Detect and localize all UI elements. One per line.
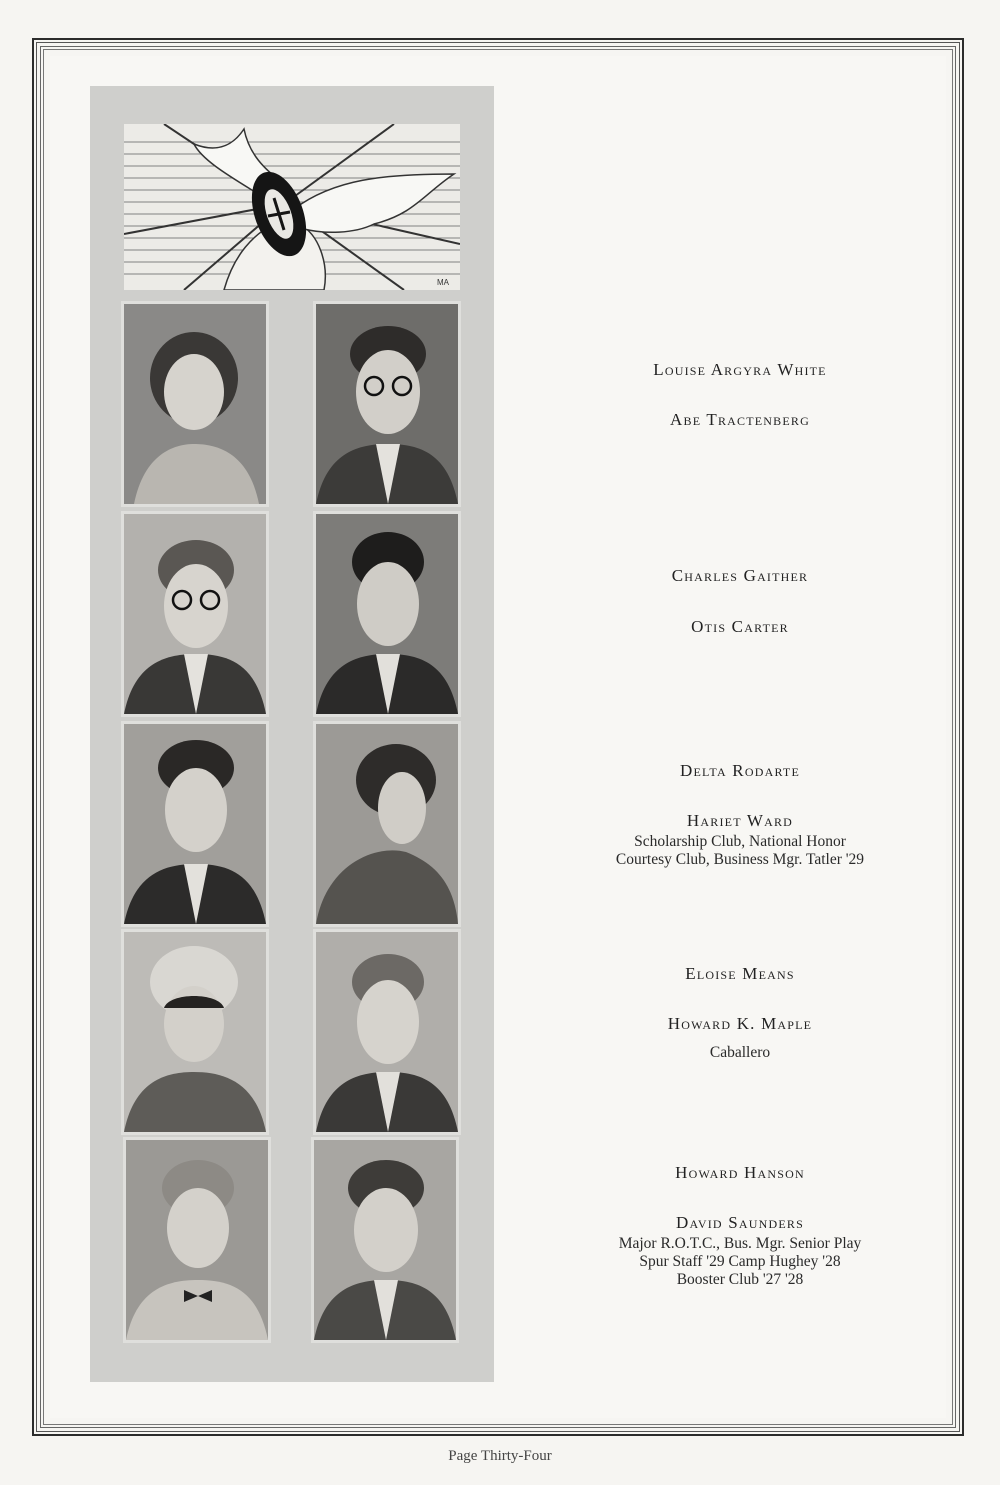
- winged-wheel-icon: [124, 124, 460, 290]
- entry: [560, 410, 920, 430]
- student-name: Eloise Means: [685, 964, 795, 983]
- student-name: Delta Rodarte: [679, 761, 800, 780]
- portrait-photo: [124, 514, 266, 714]
- winged-wheel-illustration: [124, 124, 460, 290]
- student-name: Abe Tractenberg: [670, 410, 810, 429]
- portrait-photo: [124, 304, 266, 504]
- entry: [560, 1163, 920, 1183]
- portrait-image: [124, 724, 266, 924]
- portrait-image: [316, 932, 458, 1132]
- activity-note: Caballero: [709, 1044, 771, 1061]
- student-name: Hariet Ward: [686, 811, 794, 830]
- page-number: Page Thirty-Four: [448, 1448, 552, 1464]
- student-name: David Saunders: [676, 1213, 804, 1232]
- activity-note: Spur Staff '29 Camp Hughey '28: [639, 1253, 841, 1270]
- entry: [560, 761, 920, 781]
- portrait-image: [126, 1140, 268, 1340]
- portrait-image: [124, 514, 266, 714]
- portrait-photo: [126, 1140, 268, 1340]
- portrait-photo: [316, 932, 458, 1132]
- entry: [560, 617, 920, 637]
- entry: [560, 964, 920, 984]
- portrait-photo: [316, 724, 458, 924]
- entry: [560, 1014, 920, 1062]
- entry: [560, 1213, 920, 1289]
- entry: [560, 811, 920, 869]
- portrait-image: [316, 514, 458, 714]
- activity-note: Scholarship Club, National Honor: [634, 833, 846, 850]
- portrait-image: [124, 304, 266, 504]
- activity-note: Booster Club '27 '28: [676, 1271, 804, 1288]
- activity-note: Major R.O.T.C., Bus. Mgr. Senior Play: [618, 1235, 862, 1252]
- portrait-image: [314, 1140, 456, 1340]
- portrait-photo: [316, 514, 458, 714]
- portrait-image: [316, 724, 458, 924]
- portrait-photo: [124, 932, 266, 1132]
- student-name: Louise Argyra White: [653, 360, 827, 379]
- student-name: Otis Carter: [691, 617, 789, 636]
- emblem-signature: MA: [437, 278, 449, 287]
- student-name: Howard Hanson: [675, 1163, 805, 1182]
- entry: [560, 360, 920, 380]
- entry: [560, 566, 920, 586]
- portrait-image: [316, 304, 458, 504]
- portrait-photo: [314, 1140, 456, 1340]
- student-name: Charles Gaither: [671, 566, 809, 585]
- activity-note: Courtesy Club, Business Mgr. Tatler '29: [615, 851, 865, 868]
- portrait-photo: [124, 724, 266, 924]
- portrait-image: [124, 932, 266, 1132]
- student-name: Howard K. Maple: [667, 1014, 813, 1033]
- portrait-photo: [316, 304, 458, 504]
